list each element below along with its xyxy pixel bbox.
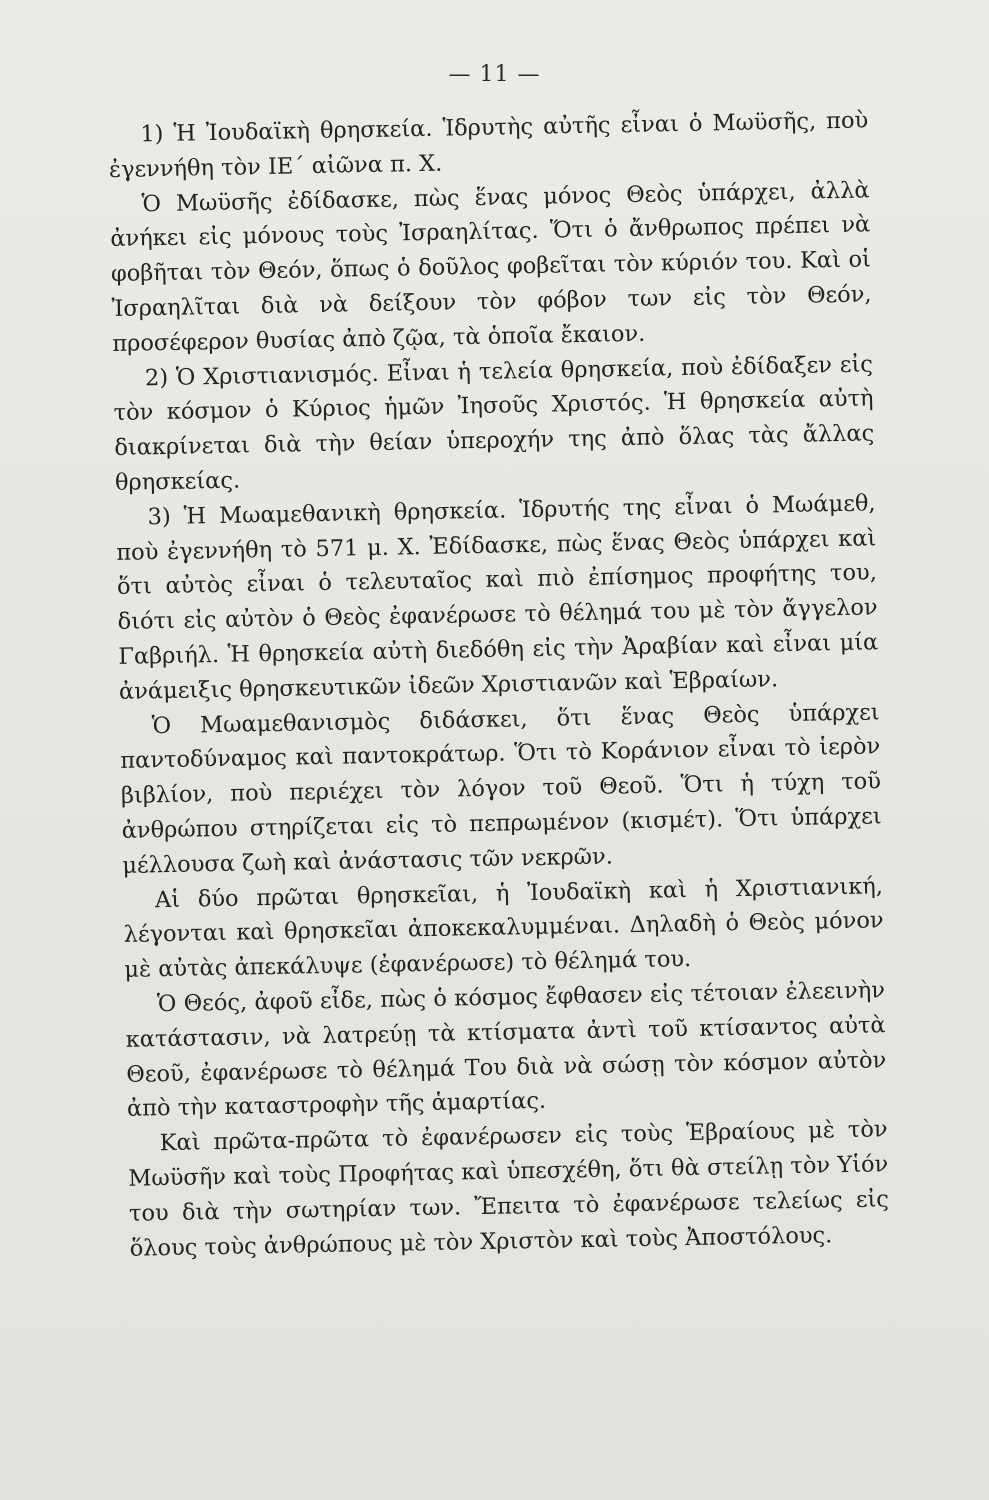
- page-number: — 11 —: [448, 62, 541, 87]
- body-text: [108, 103, 890, 1266]
- paragraph-moses-teaching: Ὁ Μωϋσῆς ἐδίδασκε, πὼς ἕνας μόνος Θεὸς ὑπάρχει, ἀλλὰ ἀνήκει εἰς μόνους τοὺς Ἰσραηλίτας. Ὅτι ὁ ἄνθρωπος πρέπει νὰ φοβῆται τὸν Θεόν, ὅπως ὁ δοῦλος φοβεῖται τὸν κύριόν του. Καὶ οἱ Ἰσραηλῖται διὰ νὰ δείξουν τὸν φόβον των εἰς τὸν Θεόν, προσέφερον θυσίας ἀπὸ ζῷα, τὰ ὁποῖα ἔκαιον.: [110, 176, 872, 357]
- paragraph-revealed-religions: Αἱ δύο πρῶται θρησκεῖαι, ἡ Ἰουδαϊκὴ καὶ ἡ Χριστιανική, λέγονται καὶ θρησκεῖαι ἀποκεκαλυμμέναι. Δηλαδὴ ὁ Θεὸς μόνον μὲ αὐτὰς ἀπεκάλυψε (ἐφανέρωσε) τὸ θέλημά του.: [123, 872, 884, 983]
- paragraph-first-revelation: Καὶ πρῶτα-πρῶτα τὸ ἐφανέρωσεν εἰς τοὺς Ἑβραίους μὲ τὸν Μωϋσῆν καὶ τοὺς Προφήτας καὶ ὑπεσχέθη, ὅτι θὰ στείλῃ τὸν Υἱόν του διὰ τὴν σωτηρίαν των. Ἔπειτα τὸ ἐφανέρωσε τελείως εἰς ὅλους τοὺς ἀνθρώπους μὲ τὸν Χριστὸν καὶ τοὺς Ἀποστόλους.: [128, 1116, 890, 1262]
- paragraph-islam-teaching: Ὁ Μωαμεθανισμὸς διδάσκει, ὅτι ἕνας Θεὸς ὑπάρχει παντοδύναμος καὶ παντοκράτωρ. Ὅτι τὸ Κοράνιον εἶναι τὸ ἱερὸν βιβλίον, ποὺ περιέχει τὸν λόγον τοῦ Θεοῦ. Ὅτι ἡ τύχη τοῦ ἀνθρώπου στηρίζεται εἰς τὸ πεπρωμένον (κισμέτ). Ὅτι ὑπάρχει μέλλουσα ζωὴ καὶ ἀνάστασις τῶν νεκρῶν.: [120, 698, 882, 879]
- paragraph-islam: 3) Ἡ Μωαμεθανικὴ θρησκεία. Ἱδρυτής της εἶναι ὁ Μωάμεθ, ποὺ ἐγεννήθη τὸ 571 μ. Χ. Ἐδίδασκε, πὼς ἕνας Θεὸς ὑπάρχει καὶ ὅτι αὐτὸς εἶναι ὁ τελευταῖος καὶ πιὸ ἐπίσημος προφήτης του, διότι εἰς αὐτὸν ὁ Θεὸς ἐφανέρωσε τὸ θέλημά του μὲ τὸν ἄγγελον Γαβριήλ. Ἡ θρησκεία αὐτὴ διεδόθη εἰς τὴν Ἀραβίαν καὶ εἶναι μία ἀνάμειξις θρησκευτικῶν ἰδεῶν Χριστιανῶν καὶ Ἑβραίων.: [116, 490, 879, 705]
- paragraph-god-revelation: Ὁ Θεός, ἀφοῦ εἶδε, πὼς ὁ κόσμος ἔφθασεν εἰς τέτοιαν ἐλεεινὴν κατάστασιν, νὰ λατρεύῃ τὰ κτίσματα ἀντὶ τοῦ κτίσαντος αὐτὰ Θεοῦ, ἐφανέρωσε τὸ θέλημά Του διὰ νὰ σώσῃ τὸν κόσμον αὐτὸν ἀπὸ τὴν καταστροφὴν τῆς ἁμαρτίας.: [125, 977, 887, 1123]
- paragraph-christianity: 2) Ὁ Χριστιανισμός. Εἶναι ἡ τελεία θρησκεία, ποὺ ἐδίδαξεν εἰς τὸν κόσμον ὁ Κύριος ἡμῶν Ἰησοῦς Χριστός. Ἡ θρησκεία αὐτὴ διακρίνεται διὰ τὴν θείαν ὑπεροχήν της ἀπὸ ὅλας τὰς ἄλλας θρησκείας.: [113, 350, 875, 496]
- paragraph-judaism: 1) Ἡ Ἰουδαϊκὴ θρησκεία. Ἱδρυτὴς αὐτῆς εἶναι ὁ Μωϋσῆς, ποὺ ἐγεννήθη τὸν ΙΕ΄ αἰῶνα π. Χ.: [108, 107, 869, 183]
